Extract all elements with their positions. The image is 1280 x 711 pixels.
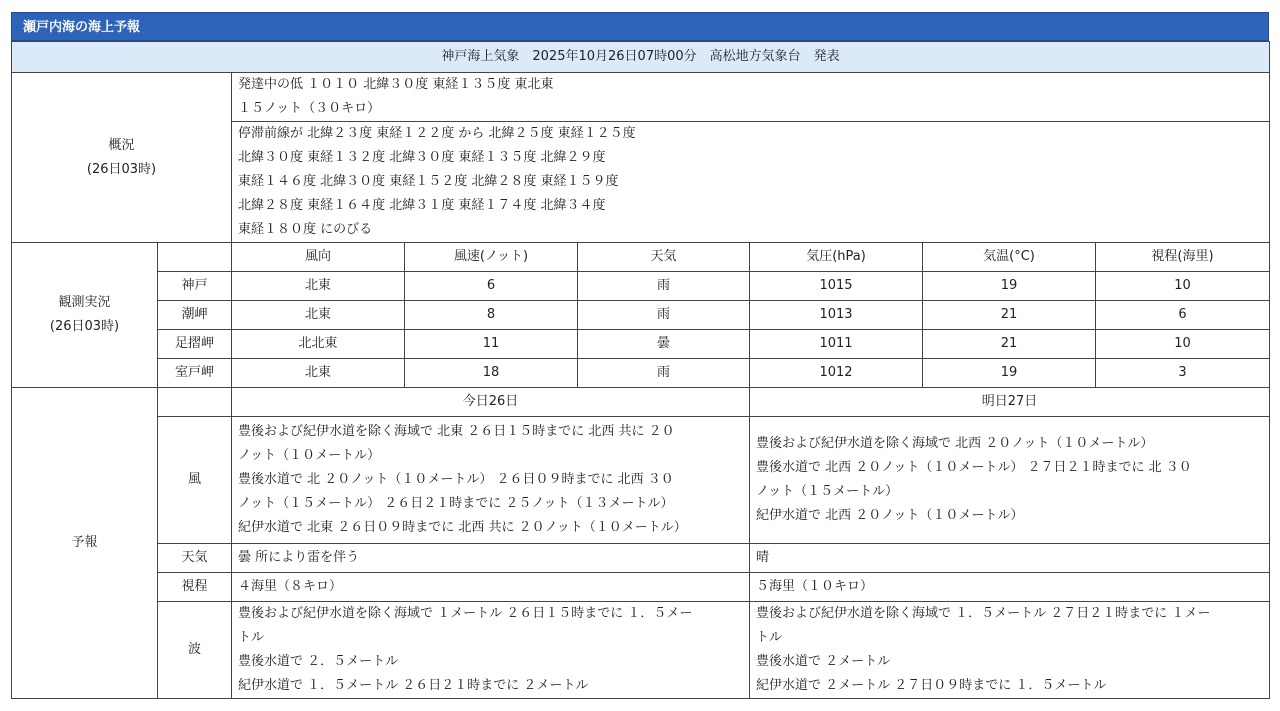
- observation-row: [12, 272, 1270, 301]
- observation-label-text: 観測実況: [58, 295, 111, 310]
- wave-tomorrow-line: 紀伊水道で ２メートル ２７日０９時までに １．５メートル: [756, 678, 1107, 693]
- obs-cell: 1011: [750, 330, 923, 359]
- forecast-wave-label: 波: [158, 602, 232, 699]
- overview-front-line: 北緯２８度 東経１６４度 北緯３１度 東経１７４度 北緯３４度: [238, 198, 606, 213]
- wave-tomorrow-line: 豊後水道で ２メートル: [756, 654, 891, 669]
- wind-today-line: 豊後水道で 北 ２０ノット（１０メートル） ２６日０９時までに 北西 ３０: [238, 472, 674, 487]
- forecast-visibility-label: 視程: [158, 573, 232, 602]
- obs-cell: 1012: [750, 359, 923, 388]
- station-name: 室戸岬: [158, 359, 232, 388]
- observation-header: 天気: [578, 243, 750, 272]
- obs-cell: 10: [1096, 330, 1270, 359]
- forecast-weather-row: [12, 544, 1270, 573]
- overview-low-line: 発達中の低 １０１０ 北緯３０度 東経１３５度 東北東: [238, 77, 554, 92]
- forecast-wind-label: 風: [158, 417, 232, 544]
- observation-row: [12, 330, 1270, 359]
- wave-today-line: 豊後および紀伊水道を除く海域で １メートル ２６日１５時までに １．５メー: [238, 606, 693, 621]
- obs-cell: 北北東: [232, 330, 405, 359]
- wave-today-line: 紀伊水道で １．５メートル ２６日２１時までに ２メートル: [238, 678, 589, 693]
- forecast-wave-tomorrow: [750, 602, 1270, 699]
- obs-cell: 雨: [578, 359, 750, 388]
- observation-header: 気圧(hPa): [750, 243, 923, 272]
- overview-label: [12, 73, 232, 243]
- issued-text: 神戸海上気象 2025年10月26日07時00分 高松地方気象台 発表: [12, 42, 1270, 73]
- obs-cell: 雨: [578, 301, 750, 330]
- wind-today-line: ノット（１０メートル）: [238, 448, 381, 463]
- obs-cell: 雨: [578, 272, 750, 301]
- station-name: 足摺岬: [158, 330, 232, 359]
- forecast-weather-label: 天気: [158, 544, 232, 573]
- obs-cell: 曇: [578, 330, 750, 359]
- forecast-table: [11, 41, 1270, 699]
- observation-label: [12, 243, 158, 388]
- forecast-day-row: [12, 388, 1270, 417]
- forecast-wave-today: [232, 602, 750, 699]
- obs-cell: 21: [923, 301, 1096, 330]
- obs-cell: 1015: [750, 272, 923, 301]
- obs-cell: 10: [1096, 272, 1270, 301]
- wave-today-line: トル: [238, 630, 265, 645]
- station-name: 潮岬: [158, 301, 232, 330]
- overview-front-line: 東経１８０度 にのびる: [238, 222, 373, 237]
- obs-cell: 北東: [232, 272, 405, 301]
- panel-title: 瀬戸内海の海上予報: [11, 12, 1269, 41]
- forecast-visibility-tomorrow: ５海里（１０キロ）: [750, 573, 1270, 602]
- forecast-tomorrow-header: 明日27日: [750, 388, 1270, 417]
- forecast-weather-tomorrow: 晴: [750, 544, 1270, 573]
- wind-today-line: 豊後および紀伊水道を除く海域で 北東 ２６日１５時までに 北西 共に ２０: [238, 424, 675, 439]
- overview-front-line: 北緯３０度 東経１３２度 北緯３０度 東経１３５度 北緯２９度: [238, 150, 606, 165]
- forecast-today-header: 今日26日: [232, 388, 750, 417]
- observation-row: [12, 359, 1270, 388]
- observation-header-row: [12, 243, 1270, 272]
- overview-label-text: 概況: [108, 137, 135, 153]
- overview-front: [232, 122, 1270, 243]
- observation-row: [12, 301, 1270, 330]
- observation-header: 視程(海里): [1096, 243, 1270, 272]
- wind-tomorrow-line: 紀伊水道で 北西 ２０ノット（１０メートル）: [756, 508, 1024, 523]
- overview-time: (26日03時): [86, 161, 157, 177]
- overview-low: [232, 73, 1270, 122]
- observation-time: (26日03時): [49, 319, 120, 334]
- observation-station-header: [158, 243, 232, 272]
- wind-tomorrow-line: 豊後および紀伊水道を除く海域で 北西 ２０ノット（１０メートル）: [756, 436, 1154, 451]
- forecast-wave-row: [12, 602, 1270, 699]
- wind-today-line: 紀伊水道で 北東 ２６日０９時までに 北西 共に ２０ノット（１０メートル）: [238, 520, 687, 535]
- forecast-visibility-today: ４海里（８キロ）: [232, 573, 750, 602]
- wave-tomorrow-line: トル: [756, 630, 783, 645]
- obs-cell: 19: [923, 272, 1096, 301]
- obs-cell: 18: [405, 359, 578, 388]
- obs-cell: 19: [923, 359, 1096, 388]
- forecast-wind-row: [12, 417, 1270, 544]
- forecast-panel: [11, 12, 1269, 699]
- issued-row: [12, 42, 1270, 73]
- forecast-visibility-row: [12, 573, 1270, 602]
- forecast-label: 予報: [12, 388, 158, 699]
- wave-tomorrow-line: 豊後および紀伊水道を除く海域で １．５メートル ２７日２１時までに １メー: [756, 606, 1211, 621]
- obs-cell: 11: [405, 330, 578, 359]
- wind-tomorrow-line: 豊後水道で 北西 ２０ノット（１０メートル） ２７日２１時までに 北 ３０: [756, 460, 1192, 475]
- wind-today-line: ノット（１５メートル） ２６日２１時までに ２５ノット（１３メートル）: [238, 496, 674, 511]
- forecast-wind-tomorrow: [750, 417, 1270, 544]
- overview-row-low: [12, 73, 1270, 122]
- overview-low-line: １５ノット（３０キロ）: [238, 101, 381, 116]
- overview-front-line: 東経１４６度 北緯３０度 東経１５２度 北緯２８度 東経１５９度: [238, 174, 619, 189]
- obs-cell: 6: [1096, 301, 1270, 330]
- obs-cell: 3: [1096, 359, 1270, 388]
- obs-cell: 21: [923, 330, 1096, 359]
- overview-front-line: 停滞前線が 北緯２３度 東経１２２度 から 北緯２５度 東経１２５度: [238, 126, 636, 141]
- observation-header: 気温(°C): [923, 243, 1096, 272]
- forecast-wind-today: [232, 417, 750, 544]
- forecast-item-header: [158, 388, 232, 417]
- wind-tomorrow-line: ノット（１５メートル）: [756, 484, 899, 499]
- obs-cell: 8: [405, 301, 578, 330]
- obs-cell: 6: [405, 272, 578, 301]
- station-name: 神戸: [158, 272, 232, 301]
- obs-cell: 北東: [232, 359, 405, 388]
- obs-cell: 北東: [232, 301, 405, 330]
- obs-cell: 1013: [750, 301, 923, 330]
- observation-header: 風速(ノット): [405, 243, 578, 272]
- forecast-weather-today: 曇 所により雷を伴う: [232, 544, 750, 573]
- wave-today-line: 豊後水道で ２．５メートル: [238, 654, 399, 669]
- observation-header: 風向: [232, 243, 405, 272]
